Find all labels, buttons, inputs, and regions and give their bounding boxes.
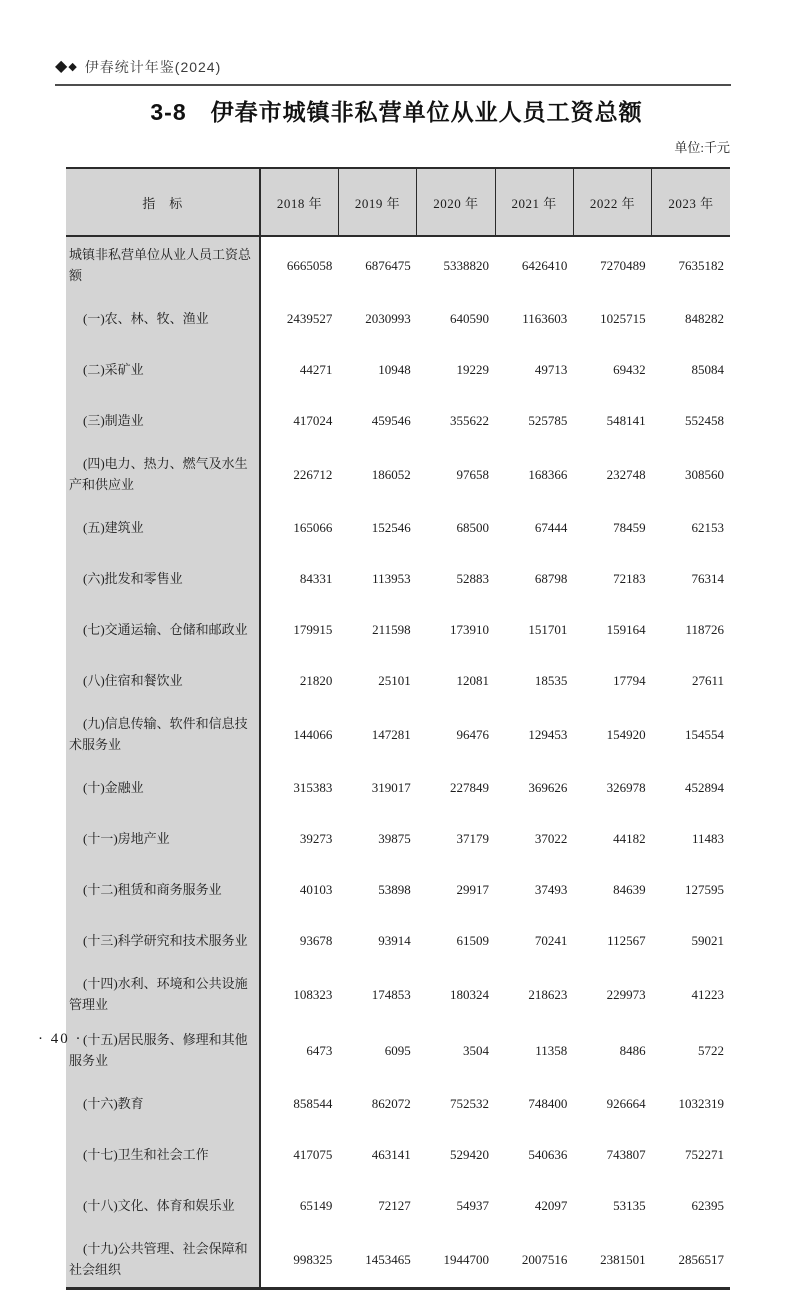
- value-cell: 59021: [691, 933, 724, 948]
- value-cell: 37493: [534, 882, 568, 897]
- value-cell: 5338820: [443, 257, 489, 273]
- value-cell: 39875: [378, 831, 411, 846]
- value-cell: 37022: [534, 831, 568, 846]
- row-label: (四)电力、热力、燃气及水生产和供应业: [66, 446, 260, 502]
- row-label: (十七)卫生和社会工作: [66, 1129, 260, 1180]
- value-cell: 180324: [450, 986, 489, 1002]
- table-row: [66, 293, 730, 344]
- value-cell: 154920: [606, 726, 646, 742]
- value-cell: 926664: [606, 1096, 646, 1111]
- value-cell: 998325: [293, 1251, 333, 1267]
- page-number: · 40 ·: [38, 1031, 83, 1047]
- value-cell: 308560: [685, 466, 724, 482]
- value-cell: 174853: [371, 986, 411, 1002]
- table-row: [66, 1180, 730, 1231]
- value-cell: 525785: [528, 413, 568, 428]
- value-cell: 2856517: [678, 1251, 724, 1267]
- row-label: (十六)教育: [66, 1078, 260, 1129]
- value-cell: 85084: [691, 362, 724, 377]
- value-cell: 25101: [378, 673, 411, 688]
- value-cell: 6876475: [365, 257, 411, 273]
- value-cell: 19229: [456, 362, 489, 377]
- value-cell: 848282: [685, 311, 724, 326]
- value-cell: 27611: [691, 673, 724, 688]
- row-label: 城镇非私营单位从业人员工资总额: [66, 236, 260, 293]
- value-cell: 748400: [528, 1096, 568, 1111]
- value-cell: 108323: [293, 986, 333, 1002]
- value-cell: 39273: [299, 831, 333, 846]
- table-row: [66, 762, 730, 813]
- value-cell: 129453: [528, 726, 568, 742]
- value-cell: 147281: [371, 726, 411, 742]
- value-cell: 3504: [463, 1042, 489, 1058]
- value-cell: 752271: [685, 1147, 724, 1162]
- diamond-icon-small: ◆: [68, 60, 77, 73]
- table-row: [66, 1231, 730, 1289]
- table-row: [66, 1078, 730, 1129]
- value-cell: 548141: [606, 413, 646, 428]
- value-cell: 84639: [613, 882, 646, 897]
- table-row: [66, 706, 730, 762]
- value-cell: 96476: [456, 726, 489, 742]
- value-cell: 218623: [528, 986, 568, 1002]
- value-cell: 355622: [450, 413, 489, 428]
- value-cell: 6426410: [521, 257, 568, 273]
- table-row: [66, 604, 730, 655]
- value-cell: 18535: [534, 673, 568, 688]
- row-label: (六)批发和零售业: [66, 553, 260, 604]
- unit-label: 单位:千元: [674, 140, 730, 155]
- row-label: (十三)科学研究和技术服务业: [66, 915, 260, 966]
- value-cell: 232748: [606, 466, 646, 482]
- value-cell: 743807: [606, 1147, 646, 1162]
- table-row: [66, 502, 730, 553]
- value-cell: 144066: [293, 726, 333, 742]
- value-cell: 6095: [384, 1042, 411, 1058]
- value-cell: 417024: [293, 413, 333, 428]
- column-header-2021: 2021 年: [495, 168, 573, 236]
- value-cell: 152546: [371, 520, 411, 535]
- row-label: (十八)文化、体育和娱乐业: [66, 1180, 260, 1231]
- value-cell: 54937: [456, 1198, 489, 1213]
- table-header: [66, 168, 730, 236]
- value-cell: 229973: [606, 986, 646, 1002]
- value-cell: 173910: [450, 622, 489, 637]
- value-cell: 862072: [371, 1096, 411, 1111]
- column-header-indicator: 指 标: [66, 168, 260, 236]
- table-row: [66, 966, 730, 1022]
- table-row: [66, 813, 730, 864]
- row-label: (十二)租赁和商务服务业: [66, 864, 260, 915]
- value-cell: 84331: [299, 571, 333, 586]
- row-label: (七)交通运输、仓储和邮政业: [66, 604, 260, 655]
- diamond-icon-large: ◆: [55, 58, 68, 75]
- value-cell: 44271: [299, 362, 333, 377]
- value-cell: 53898: [378, 882, 411, 897]
- value-cell: 168366: [528, 466, 568, 482]
- table-row: [66, 1129, 730, 1180]
- value-cell: 68500: [456, 520, 489, 535]
- value-cell: 72127: [378, 1198, 411, 1213]
- header-row: [66, 168, 730, 236]
- row-label: (十一)房地产业: [66, 813, 260, 864]
- value-cell: 179915: [293, 622, 333, 637]
- value-cell: 62395: [691, 1198, 724, 1213]
- value-cell: 93678: [299, 933, 333, 948]
- value-cell: 72183: [613, 571, 646, 586]
- value-cell: 1453465: [365, 1251, 411, 1267]
- value-cell: 6665058: [286, 257, 333, 273]
- value-cell: 1944700: [443, 1251, 489, 1267]
- value-cell: 17794: [613, 673, 646, 688]
- value-cell: 65149: [299, 1198, 333, 1213]
- running-header: [55, 57, 731, 86]
- row-label: (一)农、林、牧、渔业: [66, 293, 260, 344]
- value-cell: 159164: [606, 622, 646, 637]
- value-cell: 1025715: [600, 311, 646, 326]
- value-cell: 62153: [691, 520, 724, 535]
- value-cell: 67444: [534, 520, 568, 535]
- value-cell: 69432: [613, 362, 646, 377]
- value-cell: 6473: [306, 1042, 333, 1058]
- value-cell: 113953: [372, 571, 411, 586]
- yearbook-title: 伊春统计年鉴(2024): [84, 59, 222, 75]
- value-cell: 112567: [607, 933, 646, 948]
- value-cell: 5722: [698, 1042, 724, 1058]
- value-cell: 118726: [685, 622, 724, 637]
- value-cell: 21820: [299, 673, 333, 688]
- row-label: (九)信息传输、软件和信息技术服务业: [66, 706, 260, 762]
- value-cell: 319017: [371, 780, 411, 795]
- value-cell: 165066: [293, 520, 333, 535]
- value-cell: 1163603: [522, 311, 568, 326]
- value-cell: 2007516: [521, 1251, 568, 1267]
- value-cell: 10948: [378, 362, 411, 377]
- value-cell: 93914: [378, 933, 411, 948]
- table-row: [66, 344, 730, 395]
- value-cell: 42097: [534, 1198, 568, 1213]
- value-cell: 12081: [456, 673, 489, 688]
- value-cell: 49713: [534, 362, 568, 377]
- table-row: [66, 236, 730, 293]
- value-cell: 151701: [528, 622, 568, 637]
- table-row: [66, 655, 730, 706]
- value-cell: 70241: [534, 933, 568, 948]
- value-cell: 8486: [619, 1042, 646, 1058]
- column-header-2019: 2019 年: [338, 168, 416, 236]
- table-body: [66, 236, 730, 1289]
- value-cell: 41223: [691, 986, 724, 1002]
- value-cell: 315383: [293, 780, 333, 795]
- value-cell: 37179: [456, 831, 489, 846]
- value-cell: 29917: [456, 882, 489, 897]
- value-cell: 97658: [456, 466, 489, 482]
- table-row: [66, 1022, 730, 1078]
- value-cell: 640590: [450, 311, 489, 326]
- value-cell: 227849: [450, 780, 489, 795]
- column-header-2023: 2023 年: [652, 168, 730, 236]
- row-label: (十)金融业: [66, 762, 260, 813]
- table-row: [66, 915, 730, 966]
- page-title: 3-8 伊春市城镇非私营单位从业人员工资总额: [150, 99, 643, 125]
- row-label: (五)建筑业: [66, 502, 260, 553]
- row-label: (十五)居民服务、修理和其他服务业: [66, 1022, 260, 1078]
- value-cell: 369626: [528, 780, 568, 795]
- column-header-2022: 2022 年: [573, 168, 651, 236]
- table-row: [66, 553, 730, 604]
- value-cell: 7270489: [600, 257, 646, 273]
- value-cell: 226712: [293, 466, 333, 482]
- column-header-2018: 2018 年: [260, 168, 338, 236]
- table-row: [66, 864, 730, 915]
- value-cell: 44182: [613, 831, 646, 846]
- value-cell: 1032319: [678, 1096, 724, 1111]
- table-row: [66, 395, 730, 446]
- value-cell: 61509: [456, 933, 489, 948]
- value-cell: 7635182: [678, 257, 724, 273]
- value-cell: 459546: [371, 413, 411, 428]
- value-cell: 127595: [685, 882, 724, 897]
- value-cell: 154554: [685, 726, 724, 742]
- row-label: (十九)公共管理、社会保障和社会组织: [66, 1231, 260, 1289]
- value-cell: 68798: [534, 571, 568, 586]
- table-row: [66, 446, 730, 502]
- value-cell: 452894: [685, 780, 724, 795]
- row-label: (八)住宿和餐饮业: [66, 655, 260, 706]
- value-cell: 2030993: [365, 311, 411, 326]
- row-label: (二)采矿业: [66, 344, 260, 395]
- value-cell: 78459: [613, 520, 646, 535]
- value-cell: 11358: [535, 1042, 568, 1058]
- value-cell: 76314: [691, 571, 724, 586]
- value-cell: 540636: [528, 1147, 568, 1162]
- value-cell: 326978: [606, 780, 646, 795]
- value-cell: 752532: [450, 1096, 489, 1111]
- value-cell: 11483: [691, 831, 724, 846]
- value-cell: 52883: [456, 571, 489, 586]
- value-cell: 463141: [371, 1147, 411, 1162]
- value-cell: 2439527: [286, 311, 333, 326]
- row-label: (三)制造业: [66, 395, 260, 446]
- wage-total-table: [66, 167, 730, 1290]
- value-cell: 552458: [685, 413, 724, 428]
- value-cell: 53135: [613, 1198, 646, 1213]
- value-cell: 417075: [293, 1147, 333, 1162]
- value-cell: 211598: [372, 622, 411, 637]
- row-label: (十四)水利、环境和公共设施管理业: [66, 966, 260, 1022]
- value-cell: 529420: [450, 1147, 489, 1162]
- value-cell: 2381501: [600, 1251, 646, 1267]
- value-cell: 40103: [299, 882, 333, 897]
- value-cell: 858544: [293, 1096, 333, 1111]
- value-cell: 186052: [371, 466, 411, 482]
- column-header-2020: 2020 年: [417, 168, 495, 236]
